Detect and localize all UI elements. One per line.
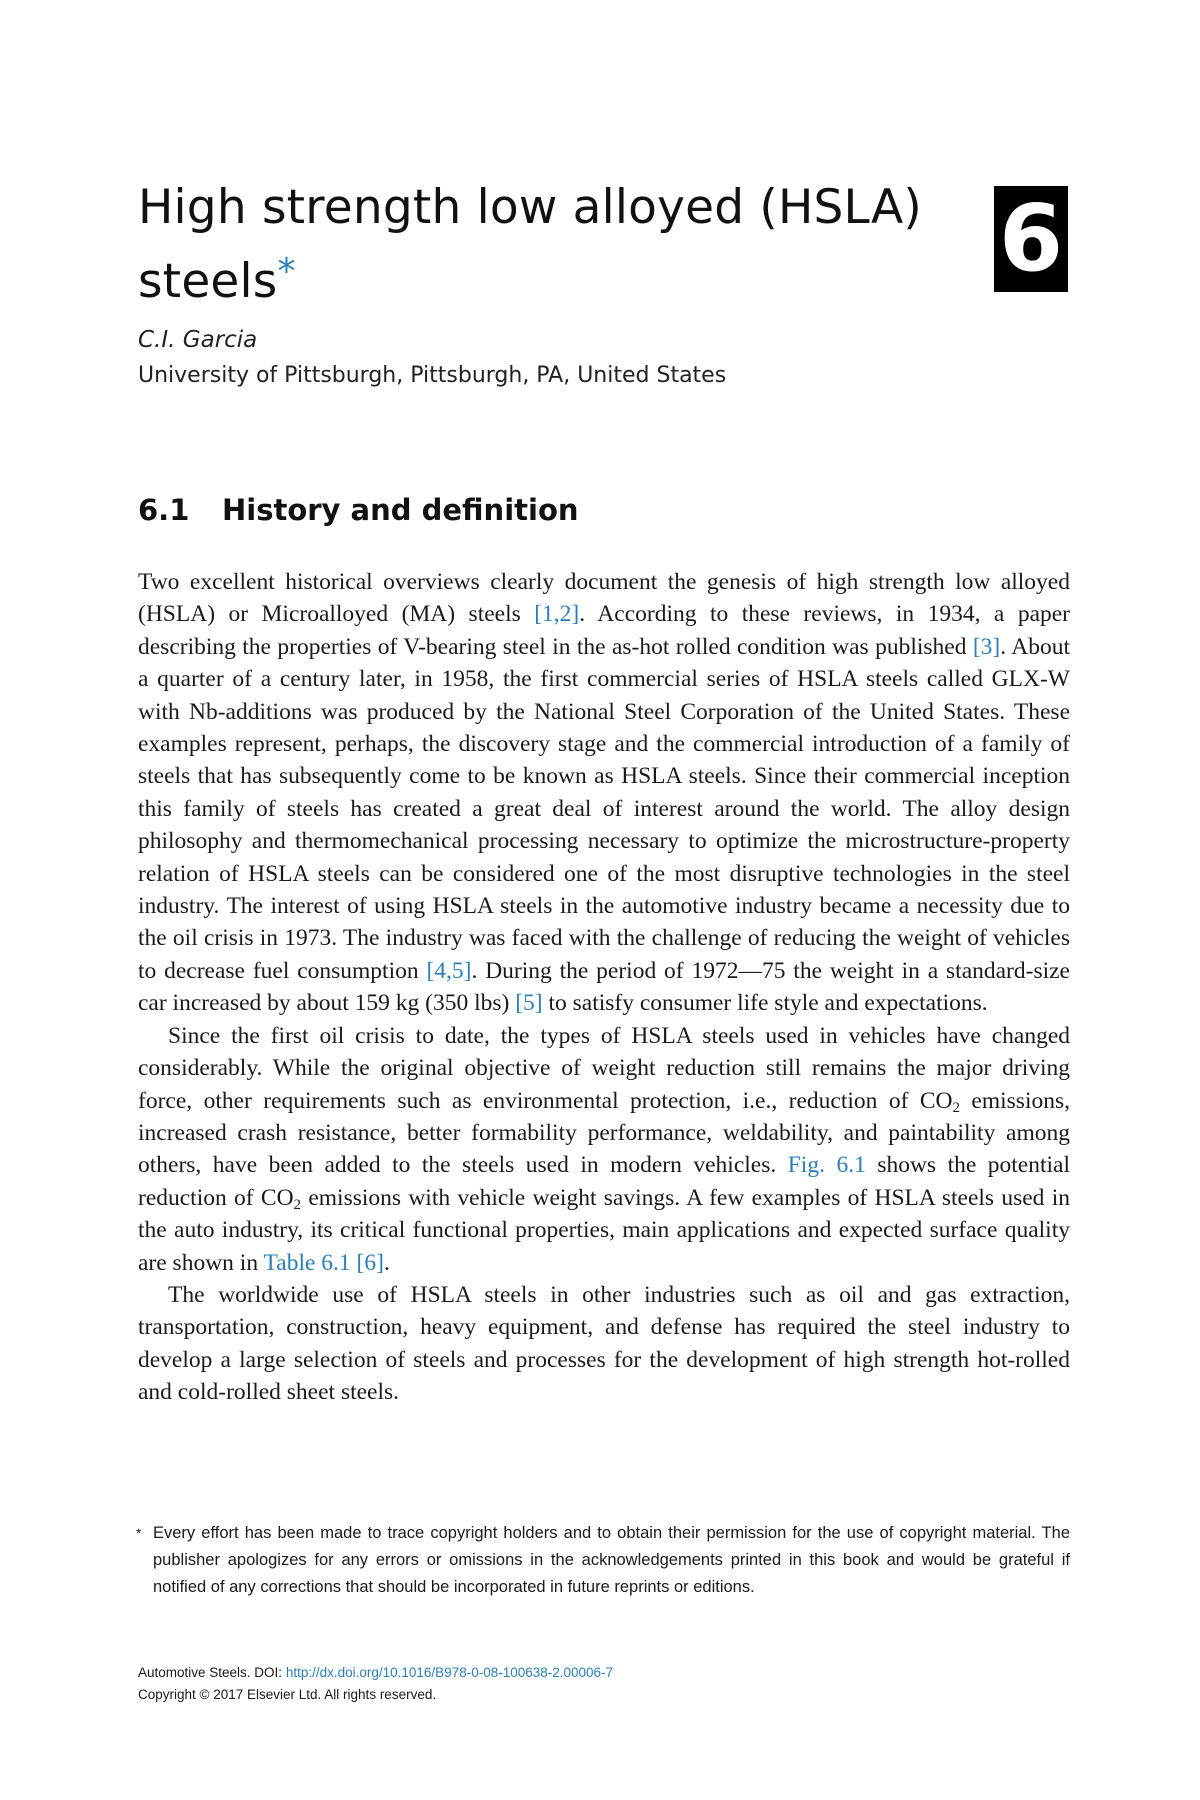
body-text: [138, 566, 1070, 1409]
text-run: . According to these reviews, in 1934, a paper describing the properties of V-bearing steel in the as-hot rolled condition was published: [138, 601, 1071, 660]
citation-link[interactable]: [4,5]: [426, 957, 472, 984]
chapter-title-text: High strength low alloyed (HSLA) steels: [138, 180, 922, 309]
chapter-number-box: 6: [994, 186, 1068, 292]
footer-doi-line: [138, 1662, 613, 1684]
citation-link[interactable]: [1,2]: [534, 601, 580, 628]
footer-copyright: Copyright © 2017 Elsevier Ltd. All rights reserved.: [138, 1687, 437, 1702]
text-run: to satisfy consumer life style and expectations.: [542, 990, 988, 1017]
section-heading: [138, 493, 579, 527]
citation-link[interactable]: Table 6.1: [263, 1249, 351, 1276]
author-affiliation: University of Pittsburgh, Pittsburgh, PA, United States: [138, 363, 727, 388]
text-run: The worldwide use of HSLA steels in other industries such as oil and gas extraction, transportation, construction, heavy equipment, and defense has required the steel industry to develop a large selection of steels and processes for the development of high strength hot-rolled and cold-rolled sheet steels.: [138, 1281, 1070, 1406]
citation-link[interactable]: [5]: [515, 990, 543, 1017]
chapter-title: [138, 176, 958, 314]
author-name: C.I. Garcia: [138, 327, 258, 353]
text-run: Since the first oil crisis to date, the types of HSLA steels used in vehicles have changed considerably. While the original objective of weight reduction still remains the major driving force, other requirements such as environmental protection, i.e., reduction of CO: [138, 1022, 1070, 1114]
title-footnote-marker[interactable]: *: [277, 251, 296, 292]
subscript: 2: [293, 1196, 302, 1213]
footer-book-label: Automotive Steels. DOI:: [138, 1665, 286, 1680]
citation-link[interactable]: [6]: [356, 1249, 384, 1276]
section-title: History and definition: [222, 493, 579, 527]
body-paragraph: [138, 566, 1070, 1020]
doi-link[interactable]: http://dx.doi.org/10.1016/B978-0-08-100638-2.00006-7: [285, 1665, 614, 1680]
footnote-text: Every effort has been made to trace copyright holders and to obtain their permission for the use of copyright material. The publisher apologizes for any errors or omissions in the acknowledgements printed in this book and would be grateful if notified of any corrections that should be incorporated in future reprints or editions.: [153, 1524, 1070, 1596]
body-paragraph: [138, 1279, 1070, 1409]
section-number: 6.1: [138, 493, 190, 527]
body-paragraph: [138, 1020, 1070, 1279]
text-run: emissions, increased crash resistance, better formability performance, weldability, and paintability among others, have been added to the steels used in modern vehicles.: [138, 1087, 1070, 1179]
citation-link[interactable]: [3]: [972, 633, 1001, 660]
subscript: 2: [952, 1099, 960, 1116]
text-run: emissions with vehicle weight savings. A few examples of HSLA steels used in the auto industry, its critical functional properties, main applications and expected surface quality are shown in: [138, 1184, 1070, 1276]
text-run: . About a quarter of a century later, in 1958, the first commercial series of HSLA steels called GLX-W with Nb-additions was produced by the National Steel Corporation of the United States. These examples represent, perhaps, the discovery stage and the commercial introduction of a family of steels that has subsequently come to be known as HSLA steels. Since their commercial inception this family of steels has created a great deal of interest around the world. The alloy design philosophy and thermomechanical processing necessary to optimize the microstructure-property relation of HSLA steels can be considered one of the most disruptive technologies in the steel industry. The interest of using HSLA steels in the automotive industry became a necessity due to the oil crisis in 1973. The industry was faced with the challenge of reducing the weight of vehicles to decrease fuel consumption: [138, 633, 1070, 984]
citation-link[interactable]: Fig. 6.1: [787, 1152, 866, 1179]
text-run: . During the period of 1972—75 the weight in a standard-size car increased by about 159 kg (350 lbs): [138, 957, 1070, 1017]
text-run: Two excellent historical overviews clearly document the genesis of high strength low alloyed (HSLA) or Microalloyed (MA) steels: [138, 569, 1070, 628]
text-run: .: [383, 1249, 390, 1276]
page-footer: [138, 1662, 613, 1706]
text-run: shows the potential reduction of CO: [138, 1152, 1070, 1211]
footnote: [138, 1520, 1070, 1601]
footnote-marker: *: [136, 1525, 142, 1541]
